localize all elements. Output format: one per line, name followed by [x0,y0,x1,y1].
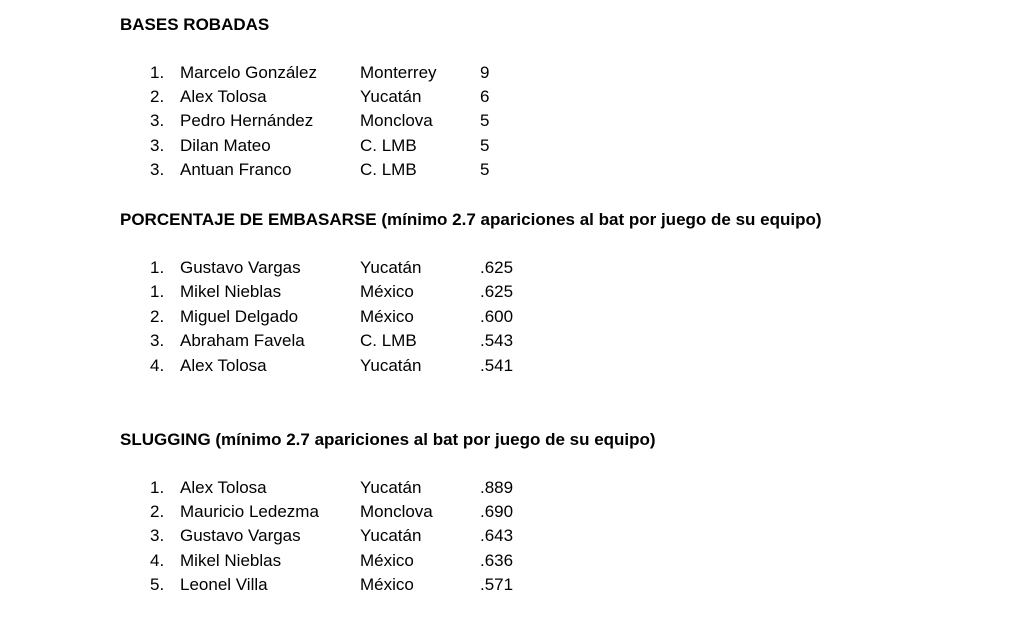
rank: 3. [150,526,165,545]
player-name: Alex Tolosa [180,87,267,106]
rank: 3. [150,331,165,350]
list-item [150,550,650,572]
player-name: Dilan Mateo [180,136,271,155]
list-item [150,159,650,181]
team-name: México [360,575,414,594]
team-name: Monclova [360,502,433,521]
rank: 1. [150,63,165,82]
team-name: C. LMB [360,331,417,350]
list-item [150,62,650,84]
team-name: Yucatán [360,526,422,545]
player-name: Antuan Franco [180,160,292,179]
rank: 2. [150,87,165,106]
stat-value: 9 [480,63,490,82]
rank: 3. [150,160,165,179]
team-name: México [360,551,414,570]
rank: 2. [150,307,165,326]
stat-value: .541 [480,356,514,375]
stat-value: .625 [480,258,514,277]
team-name: México [360,307,414,326]
team-name: C. LMB [360,136,417,155]
player-name: Gustavo Vargas [180,258,301,277]
section-bases-robadas [120,15,1000,179]
list-item [150,477,650,499]
rank: 3. [150,136,165,155]
player-name: Gustavo Vargas [180,526,301,545]
player-name: Alex Tolosa [180,478,267,497]
team-name: Yucatán [360,87,422,106]
player-name: Miguel Delgado [180,307,299,326]
stat-value: .889 [480,478,514,497]
player-name: Mauricio Ledezma [180,502,319,521]
list-item [150,525,650,547]
team-name: Yucatán [360,478,422,497]
rank: 4. [150,356,165,375]
section-title: SLUGGING (mínimo 2.7 apariciones al bat por juego de su equipo) [120,430,656,449]
stat-value: .643 [480,526,514,545]
stat-value: 5 [480,111,490,130]
team-name: México [360,282,414,301]
list-item [150,355,650,377]
player-name: Abraham Favela [180,331,305,350]
section-porcentaje-embasarse [120,210,1000,375]
player-name: Mikel Nieblas [180,551,282,570]
section-title: BASES ROBADAS [120,15,270,34]
player-name: Leonel Villa [180,575,268,594]
team-name: C. LMB [360,160,417,179]
player-name: Alex Tolosa [180,356,267,375]
list-item [150,330,650,352]
team-name: Monterrey [360,63,437,82]
stat-value: .636 [480,551,514,570]
player-name: Mikel Nieblas [180,282,282,301]
stat-value: .690 [480,502,514,521]
list-item [150,306,650,328]
section-title: PORCENTAJE DE EMBASARSE (mínimo 2.7 apariciones al bat por juego de su equipo) [120,210,822,229]
team-name: Yucatán [360,258,422,277]
player-name: Pedro Hernández [180,111,314,130]
section-slugging [120,430,1000,594]
rank: 3. [150,111,165,130]
stat-value: 5 [480,136,490,155]
list-item [150,574,650,596]
rank: 4. [150,551,165,570]
team-name: Monclova [360,111,433,130]
list-item [150,86,650,108]
stat-value: 5 [480,160,490,179]
stat-value: .625 [480,282,514,301]
team-name: Yucatán [360,356,422,375]
rank: 5. [150,575,165,594]
rank: 1. [150,258,165,277]
list-item [150,501,650,523]
list-item [150,110,650,132]
rank: 1. [150,282,165,301]
list-item [150,135,650,157]
stat-value: 6 [480,87,490,106]
list-item [150,281,650,303]
list-item [150,257,650,279]
rank: 2. [150,502,165,521]
stat-value: .600 [480,307,514,326]
rank: 1. [150,478,165,497]
stat-value: .543 [480,331,514,350]
stat-value: .571 [480,575,514,594]
player-name: Marcelo González [180,63,318,82]
